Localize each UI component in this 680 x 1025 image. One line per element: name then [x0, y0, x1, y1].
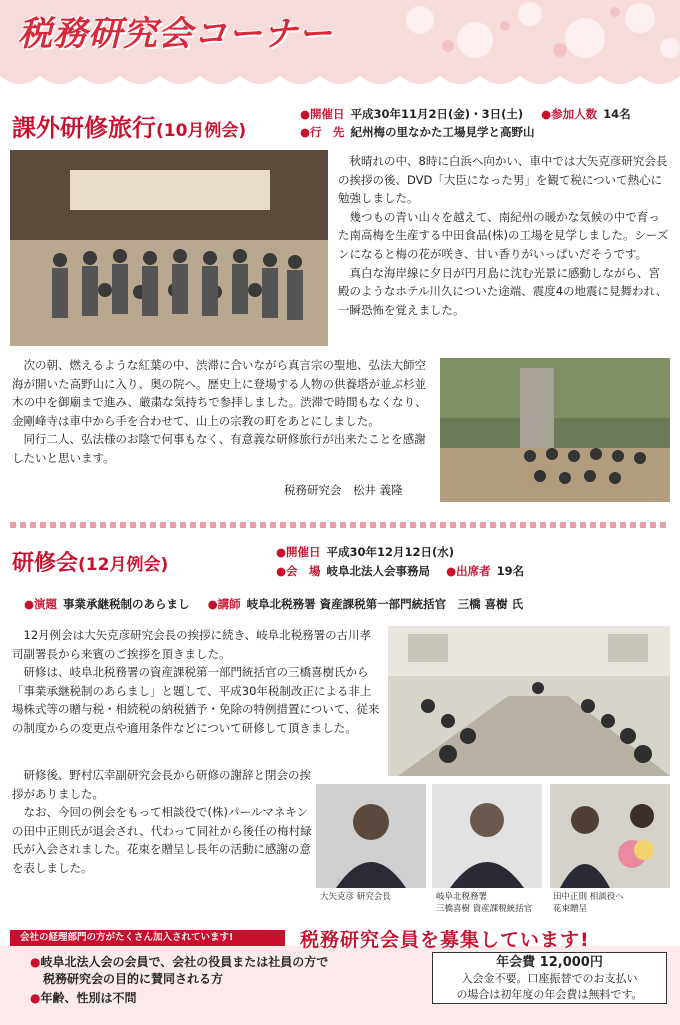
caption-line: 大矢克彦 研究会長 — [320, 892, 391, 902]
group-photo-koyasan — [440, 358, 670, 502]
section1-date-label: 開催日 — [310, 107, 345, 121]
section1-subtitle: (10月例会) — [156, 121, 247, 141]
section2-attendees-label: 出席者 — [456, 564, 491, 578]
section1-text-left — [12, 356, 430, 468]
recruit-title: 税務研究会員を募集しています! — [300, 929, 590, 951]
recruit-requirement-2: ●年齢、性別は不問 — [30, 991, 137, 1005]
section1-signature: 税務研究会 松井 義隆 — [284, 483, 403, 497]
requirement-text: 年齢、性別は不問 — [40, 991, 137, 1005]
caption-line: 岐阜北税務署 — [436, 892, 488, 902]
fee-amount: 年会費 12,000円 — [496, 955, 603, 970]
section2-venue-label: 会 場 — [286, 564, 321, 578]
section1-title — [12, 108, 246, 143]
section2-title-text: 研修会 — [12, 551, 79, 576]
section1-dest-value: 紀州梅の里なかた工場見学と高野山 — [350, 125, 535, 139]
section1-date-value: 平成30年11月2日(金)・3日(土) — [350, 107, 524, 121]
portrait-bouquet — [550, 784, 670, 888]
section2-text-bottom — [12, 766, 314, 878]
section2-lecturer-value: 岐阜北税務署 資産課税第一部門統括官 三橋 喜樹 氏 — [246, 597, 524, 611]
requirement-text: 岐阜北法人会の会員で、会社の役員または社員の方で — [40, 955, 329, 969]
flower-decoration-icon — [380, 0, 680, 62]
section1-text-right — [338, 152, 670, 319]
caption-line: 三橋喜樹 資産課税統括官 — [436, 904, 533, 914]
header-banner — [0, 0, 680, 62]
paragraph: 同行二人、弘法様のお陰で何事もなく、有意義な研修旅行が出来たことを感謝したいと思います。 — [12, 432, 426, 465]
section2-subtitle: (12月例会) — [78, 555, 169, 575]
caption-line: 田中正則 相談役へ — [553, 892, 624, 902]
section2-venue-value: 岐阜北法人会事務局 — [326, 564, 431, 578]
paragraph: 12月例会は大矢克彦研究会長の挨拶に続き、岐阜北税務署の古川孝司副署長から来賓のご挨拶を頂きました。 — [12, 628, 372, 661]
section2-lecturer-label: 講師 — [217, 597, 241, 611]
section2-topic-value: 事業承継税制のあらまし — [63, 597, 190, 611]
section2-text-top — [12, 626, 382, 738]
banner-title: 税務研究会コーナー — [18, 14, 333, 54]
portrait-chairman — [316, 784, 426, 888]
section-divider — [10, 522, 670, 528]
section2-title — [12, 546, 168, 577]
banner-wave — [0, 62, 680, 102]
section1-meta-row2: ●行 先 紀州梅の里なかた工場見学と高野山 — [300, 125, 535, 139]
recruit-band: 会社の経理部門の方がたくさん加入されています! — [10, 930, 285, 946]
section1-title-text: 課外研修旅行 — [12, 114, 156, 142]
paragraph: 幾つもの青い山々を越えて、南紀州の暖かな気候の中で育った南高梅を生産する中田食品(株)の工場を見学しました。シーズンになると梅の花が咲き、甘い香りがいっぱいだそうです。 — [338, 209, 669, 261]
caption-lecturer — [436, 891, 548, 915]
section2-topic-row: ●演題 事業承継税制のあらまし ●講師 岐阜北税務署 資産課税第一部門統括官 三橋 喜樹 氏 — [24, 597, 524, 611]
caption-bouquet — [553, 891, 670, 915]
paragraph: 秋晴れの中、8時に白浜へ向かい、車中では大矢克彦研究会長の挨拶の後、DVD「大臣になった男」を観て税について熱心に勉強しました。 — [338, 154, 668, 206]
section1-meta-row1: ●開催日 平成30年11月2日(金)・3日(土) ●参加人数 14名 — [300, 107, 631, 121]
seminar-photo — [388, 626, 670, 776]
paragraph: なお、今回の例会をもって相談役で(株)パールマネキンの田中正則氏が退会され、代わって同社から後任の梅村緑氏が入会されました。花束を贈呈し長年の活動に感謝の意を表しました。 — [12, 805, 312, 875]
fee-note: 入会金不要。口座振替でのお支払い — [461, 972, 638, 985]
section1-participants-value: 14名 — [603, 107, 631, 121]
requirement-text: 税務研究会の目的に賛同される方 — [43, 972, 224, 986]
caption-chairman — [320, 891, 430, 903]
recruit-requirement-1: ●岐阜北法人会の会員で、会社の役員または社員の方で 税務研究会の目的に賛同される方 — [30, 955, 329, 986]
group-photo-factory — [10, 150, 328, 346]
paragraph: 研修は、岐阜北税務署の資産課税第一部門統括官の三橋喜樹氏から「事業承継税制のあらまし」と題して、平成30年税制改正による非上場株式等の贈与税・相続税の納税猶予・免除の特例措置について、従来の制度からの変更点や適用条件などについて研修して頂きました。 — [12, 665, 380, 735]
portrait-lecturer — [432, 784, 542, 888]
paragraph: 真白な海岸線に夕日が円月島に沈む光景に感動しながら、宮殿のようなホテル川久についた途端、震度4の地震に見舞われ、一瞬恐怖を覚えました。 — [338, 265, 668, 317]
paragraph: 研修後、野村広幸副研究会長から研修の謝辞と閉会の挨拶がありました。 — [12, 768, 311, 801]
caption-line: 花束贈呈 — [553, 904, 588, 914]
section2-meta-row1: ●開催日 平成30年12月12日(水) — [276, 545, 455, 559]
section2-attendees-value: 19名 — [496, 564, 525, 578]
section2-meta-row2: ●会 場 岐阜北法人会事務局 ●出席者 19名 — [276, 564, 525, 578]
section2-date-value: 平成30年12月12日(水) — [326, 545, 455, 559]
paragraph: 次の朝、燃えるような紅葉の中、渋滞に合いながら真言宗の聖地、弘法大師空海が開いた高野山に入り、奥の院へ。歴史上に登場する人物の供養塔が並ぶ杉並木の中を御廟まで進み、厳粛な気持ちで参拝しました。渋滞で時間もなくなり、金剛峰寺は車中から手を合わせて、山上の宗教の町をあとにしました。 — [12, 358, 427, 428]
fee-note: の場合は初年度の年会費は無料です。 — [456, 988, 643, 1001]
section2-topic-label: 演題 — [34, 597, 58, 611]
section1-dest-label: 行 先 — [310, 125, 345, 139]
section2-date-label: 開催日 — [286, 545, 321, 559]
section1-participants-label: 参加人数 — [551, 107, 598, 121]
annual-fee-box — [432, 952, 667, 1004]
